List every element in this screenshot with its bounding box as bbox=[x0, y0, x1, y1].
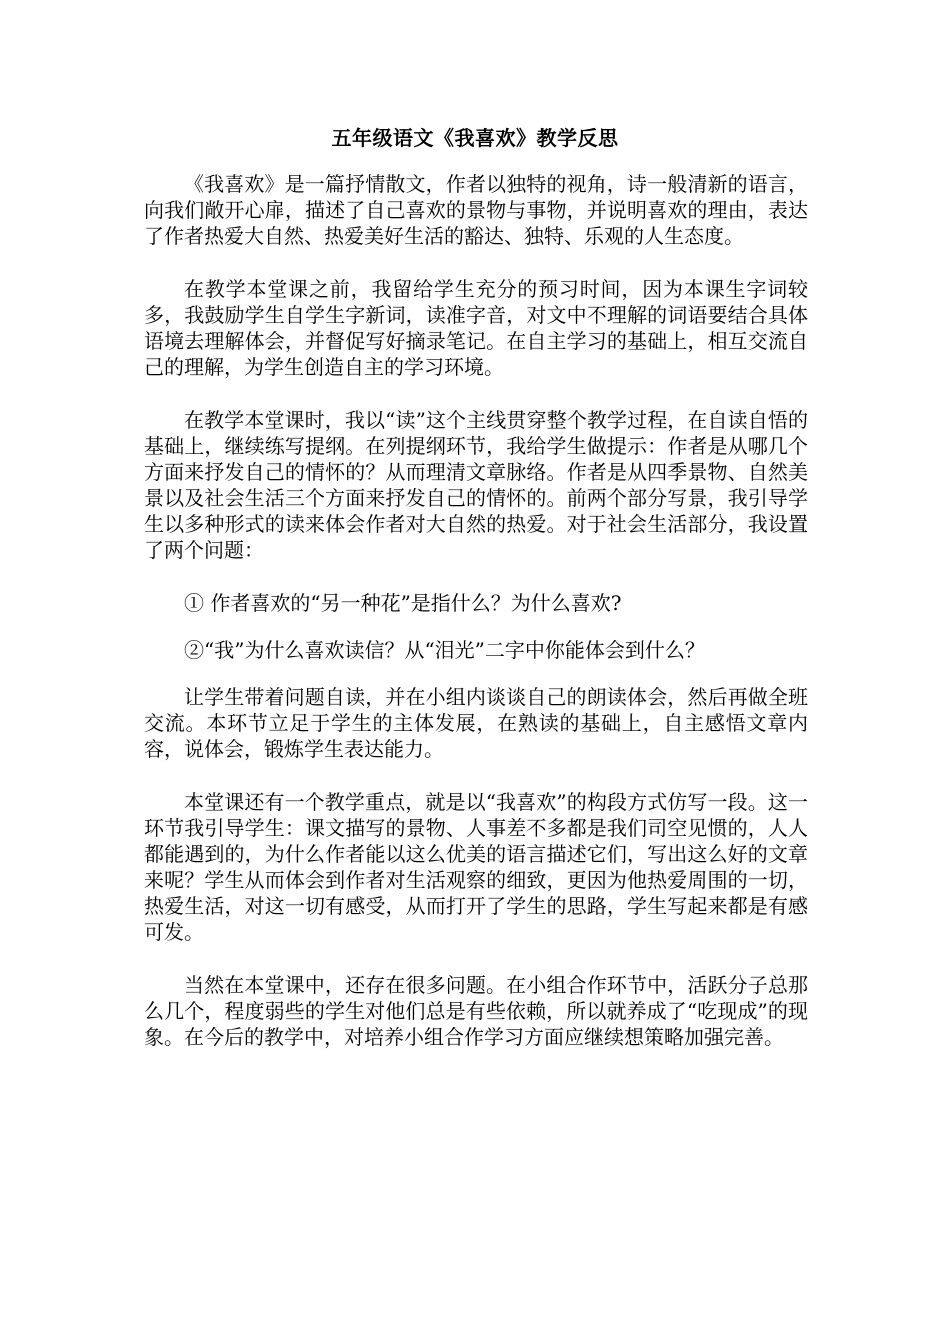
document-body bbox=[144, 171, 808, 1077]
question-1: ① 作者喜欢的“另一种花”是指什么？为什么喜欢? bbox=[184, 591, 622, 615]
document-title: 五年级语文《我喜欢》教学反思 bbox=[331, 126, 619, 150]
paragraph-problems: 当然在本堂课中，还存在很多问题。在小组合作环节中，活跃分子总那么几个，程度弱些的学生对他们总是有些依赖，所以就养成了“吃现成”的现象。在今后的教学中，对培养小组合作学习方面应继续想策略加强完善。 bbox=[144, 973, 808, 1049]
paragraph-imitation-writing: 本堂课还有一个教学重点，就是以“我喜欢”的构段方式仿写一段。这一环节我引导学生：课文描写的景物、人事差不多都是我们司空见惯的，人人都能遇到的，为什么作者能以这么优美的语言描述它们，写出这么好的文章来呢？学生从而体会到作者对生活观察的细致，更因为他热爱周围的一切，热爱生活，对这一切有感受，从而打开了学生的思路，学生写起来都是有感可发。 bbox=[144, 790, 808, 944]
paragraph-self-reading: 让学生带着问题自读，并在小组内谈谈自己的朗读体会，然后再做全班交流。本环节立足于学生的主体发展，在熟读的基础上，自主感悟文章内容，说体会，锻炼学生表达能力。 bbox=[144, 685, 808, 761]
paragraph-preview: 在教学本堂课之前，我留给学生充分的预习时间，因为本课生字词较多，我鼓励学生自学生字新词，读准字音，对文中不理解的词语要结合具体语境去理解体会，并督促写好摘录笔记。在自主学习的基础上，相互交流自己的理解，为学生创造自主的学习环境。 bbox=[144, 277, 808, 379]
paragraph-intro: 《我喜欢》是一篇抒情散文，作者以独特的视角，诗一般清新的语言，向我们敞开心扉，描述了自己喜欢的景物与事物，并说明喜欢的理由，表达了作者热爱大自然、热爱美好生活的豁达、独特、乐观的人生态度。 bbox=[144, 172, 808, 248]
paragraph-teaching: 在教学本堂课时，我以“读”这个主线贯穿整个教学过程，在自读自悟的基础上，继续练写提纲。在列提纲环节，我给学生做提示：作者是从哪几个方面来抒发自己的情怀的？从而理清文章脉络。作者是从四季景物、自然美景以及社会生活三个方面来抒发自己的情怀的。前两个部分写景，我引导学生以多种形式的读来体会作者对大自然的热爱。对于社会生活部分，我设置了两个问题： bbox=[144, 408, 808, 562]
question-2: ②“我”为什么喜欢读信？从“泪光”二字中你能体会到什么？ bbox=[184, 638, 705, 662]
